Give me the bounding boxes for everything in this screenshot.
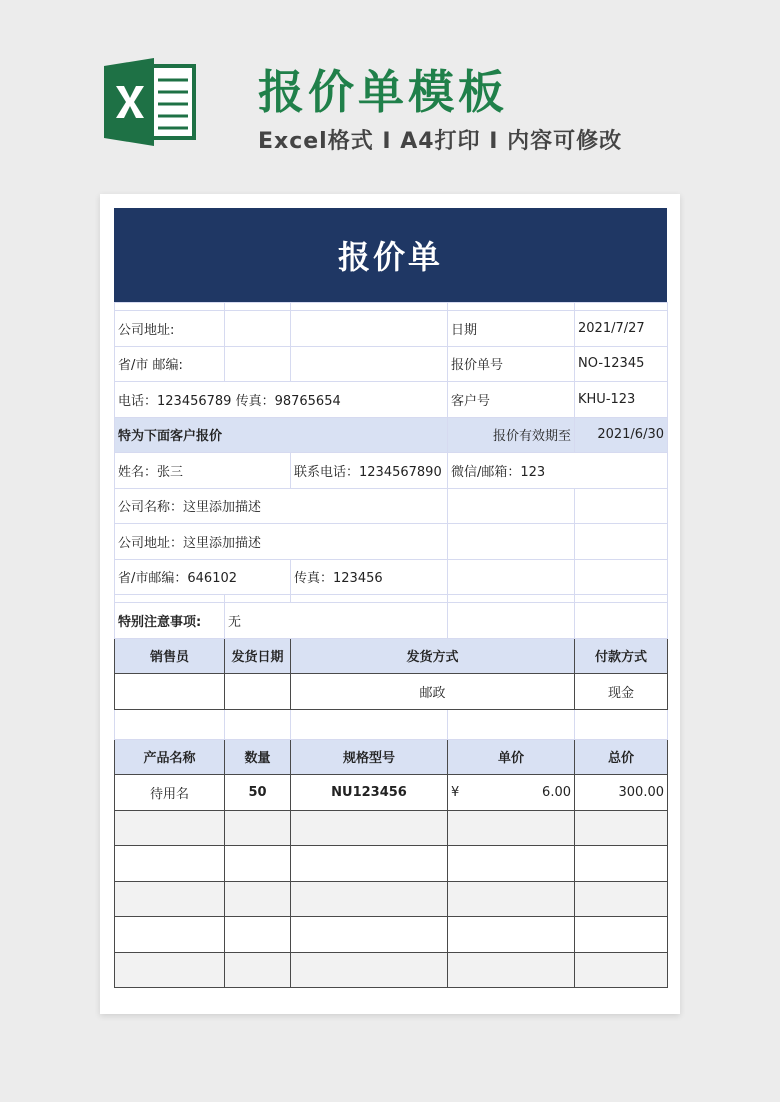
shipping-date[interactable] — [225, 674, 291, 710]
sheet-banner: 报价单 — [114, 208, 667, 302]
shipping-method[interactable]: 邮政 — [291, 674, 575, 710]
customer-name-row — [115, 453, 668, 489]
date-label[interactable]: 日期 — [448, 311, 575, 347]
item-total[interactable]: 300.00 — [575, 775, 668, 811]
customer-name[interactable]: 姓名：张三 — [115, 453, 291, 489]
page-subtitle: Excel格式 I A4打印 I 内容可修改 — [258, 129, 623, 154]
company-province-row — [115, 346, 668, 382]
customer-band-title: 特为下面客户报价 — [115, 417, 448, 453]
shipping-payment[interactable]: 现金 — [575, 674, 668, 710]
quote-table — [114, 302, 668, 988]
notes-row — [115, 603, 668, 639]
shipping-seller[interactable] — [115, 674, 225, 710]
item-qty[interactable]: 50 — [225, 775, 291, 811]
quote-sheet — [100, 194, 680, 1014]
customer-address-row — [115, 524, 668, 560]
company-phone-row — [115, 382, 668, 418]
notes-label: 特别注意事项: — [115, 603, 225, 639]
customer-no-value[interactable]: KHU-123 — [575, 382, 668, 418]
customer-zip[interactable]: 省/市邮编：646102 — [115, 559, 291, 595]
table-row — [115, 917, 668, 953]
shipping-header-seller: 销售员 — [115, 638, 225, 674]
quote-no-label[interactable]: 报价单号 — [448, 346, 575, 382]
page-title: 报价单模板 — [258, 65, 508, 119]
item-name[interactable]: 待用名 — [115, 775, 225, 811]
customer-company-row — [115, 488, 668, 524]
quote-no-value[interactable]: NO-12345 — [575, 346, 668, 382]
shipping-header-payment: 付款方式 — [575, 638, 668, 674]
company-province-label[interactable]: 省/市 邮编: — [115, 346, 225, 382]
customer-no-label[interactable]: 客户号 — [448, 382, 575, 418]
valid-until-label: 报价有效期至 — [448, 417, 575, 453]
valid-until-value[interactable]: 2021/6/30 — [575, 417, 668, 453]
item-model[interactable]: NU123456 — [291, 775, 448, 811]
date-value[interactable]: 2021/7/27 — [575, 311, 668, 347]
customer-wechat[interactable]: 微信/邮箱：123 — [448, 453, 668, 489]
table-row — [115, 846, 668, 882]
company-phone[interactable]: 电话：123456789 传真：98765654 — [115, 382, 448, 418]
customer-fax[interactable]: 传真：123456 — [291, 559, 448, 595]
items-header-price: 单价 — [448, 739, 575, 775]
shipping-row — [115, 674, 668, 710]
customer-address[interactable]: 公司地址：这里添加描述 — [115, 524, 448, 560]
table-row — [115, 810, 668, 846]
company-address-label[interactable]: 公司地址: — [115, 311, 225, 347]
notes-value[interactable]: 无 — [225, 603, 448, 639]
shipping-header-date: 发货日期 — [225, 638, 291, 674]
customer-contact[interactable]: 联系电话：1234567890 — [291, 453, 448, 489]
item-currency: ¥ — [451, 784, 460, 800]
company-address-row — [115, 311, 668, 347]
items-header-model: 规格型号 — [291, 739, 448, 775]
items-header-qty: 数量 — [225, 739, 291, 775]
shipping-header-row — [115, 638, 668, 674]
excel-logo-icon — [100, 56, 198, 148]
customer-company[interactable]: 公司名称：这里添加描述 — [115, 488, 448, 524]
table-row — [115, 775, 668, 811]
items-header-total: 总价 — [575, 739, 668, 775]
items-header-name: 产品名称 — [115, 739, 225, 775]
item-price-cell[interactable] — [448, 775, 575, 811]
shipping-header-method: 发货方式 — [291, 638, 575, 674]
item-price: 6.00 — [542, 784, 571, 800]
table-row — [115, 952, 668, 988]
items-header-row — [115, 739, 668, 775]
table-row — [115, 881, 668, 917]
customer-zip-row — [115, 559, 668, 595]
customer-band-row — [115, 417, 668, 453]
